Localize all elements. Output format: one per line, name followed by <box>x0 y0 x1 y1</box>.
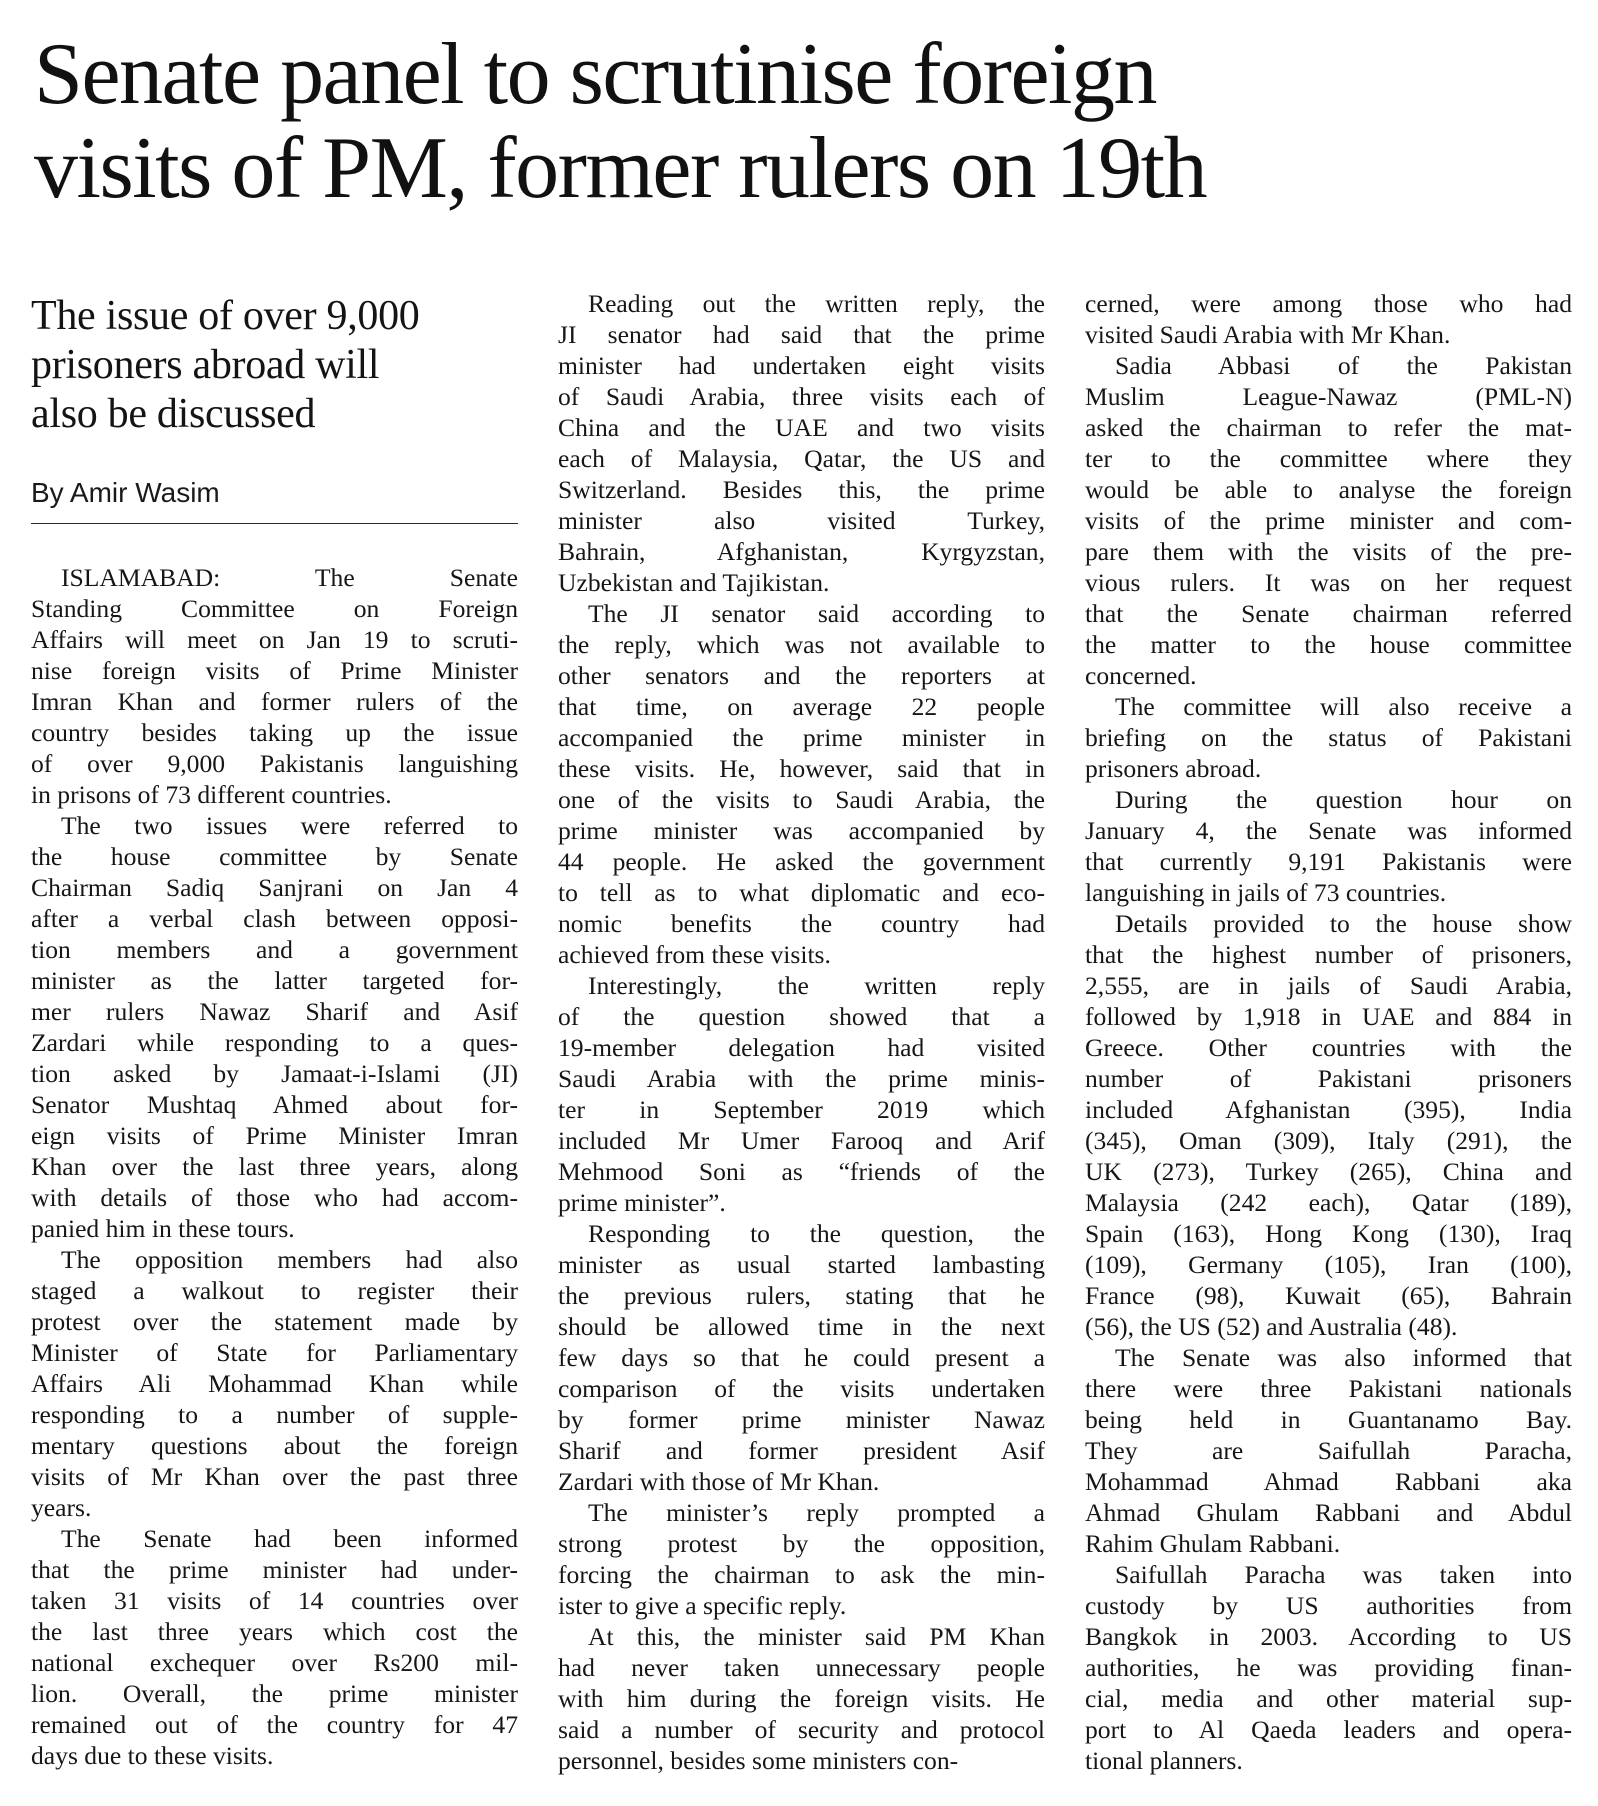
paragraph-line: (345), Oman (309), Italy (291), the <box>1085 1126 1572 1155</box>
paragraph-line: During the question hour on <box>1115 785 1572 814</box>
paragraph-line: The Senate had been informed <box>61 1524 518 1553</box>
article-paragraph <box>31 810 518 1244</box>
paragraph-line: concerned. <box>1085 661 1197 690</box>
paragraph-line: there were three Pakistani nationals <box>1085 1374 1572 1403</box>
paragraph-line: to tell as to what diplomatic and eco- <box>558 878 1045 907</box>
paragraph-line: Mohammad Ahmad Rabbani aka <box>1085 1467 1572 1496</box>
paragraph-line: the reply, which was not available to <box>558 630 1045 659</box>
paragraph-line: Zardari while responding to a ques- <box>31 1028 518 1057</box>
paragraph-line: Affairs will meet on Jan 19 to scruti- <box>31 625 518 654</box>
article-paragraph <box>1085 908 1572 1342</box>
paragraph-line: minister had undertaken eight visits <box>558 351 1045 380</box>
article-paragraph <box>1085 288 1572 350</box>
paragraph-line: nomic benefits the country had <box>558 909 1045 938</box>
paragraph-line: 2,555, are in jails of Saudi Arabia, <box>1085 971 1572 1000</box>
paragraph-line: years. <box>31 1493 92 1522</box>
paragraph-line: that the prime minister had under- <box>31 1555 518 1584</box>
paragraph-line: Spain (163), Hong Kong (130), Iraq <box>1085 1219 1572 1248</box>
paragraph-line: The minister’s reply prompted a <box>588 1498 1045 1527</box>
subheadline-line: The issue of over 9,000 <box>31 293 420 339</box>
paragraph-line: port to Al Qaeda leaders and opera- <box>1085 1715 1572 1744</box>
article-paragraph <box>558 288 1045 598</box>
paragraph-line: Senator Mushtaq Ahmed about for- <box>31 1090 518 1119</box>
paragraph-line: JI senator had said that the prime <box>558 320 1045 349</box>
article-column-2 <box>558 288 1045 1776</box>
paragraph-line: that time, on average 22 people <box>558 692 1045 721</box>
paragraph-line: prime minister was accompanied by <box>558 816 1045 845</box>
paragraph-line: Minister of State for Parliamentary <box>31 1338 518 1367</box>
paragraph-line: UK (273), Turkey (265), China and <box>1085 1157 1572 1186</box>
paragraph-line: Malaysia (242 each), Qatar (189), <box>1085 1188 1572 1217</box>
paragraph-line: nise foreign visits of Prime Minister <box>31 656 518 685</box>
paragraph-line: Chairman Sadiq Sanjrani on Jan 4 <box>31 873 518 902</box>
paragraph-line: lion. Overall, the prime minister <box>31 1679 518 1708</box>
paragraph-line: personnel, besides some ministers con- <box>558 1746 959 1775</box>
article-paragraph <box>1085 350 1572 691</box>
paragraph-line: briefing on the status of Pakistani <box>1085 723 1572 752</box>
paragraph-line: prime minister”. <box>558 1188 726 1217</box>
paragraph-line: At this, the minister said PM Khan <box>588 1622 1045 1651</box>
headline-line: Senate panel to scrutinise foreign <box>34 26 1156 123</box>
paragraph-line: Greece. Other countries with the <box>1085 1033 1572 1062</box>
paragraph-line: ISLAMABAD: The Senate <box>61 563 518 592</box>
paragraph-line: days due to these visits. <box>31 1741 274 1770</box>
paragraph-line: followed by 1,918 in UAE and 884 in <box>1085 1002 1572 1031</box>
paragraph-line: comparison of the visits undertaken <box>558 1374 1045 1403</box>
paragraph-line: number of Pakistani prisoners <box>1085 1064 1572 1093</box>
paragraph-line: of the question showed that a <box>558 1002 1045 1031</box>
paragraph-line: Responding to the question, the <box>588 1219 1045 1248</box>
article-paragraph <box>31 562 518 810</box>
paragraph-line: of over 9,000 Pakistanis languishing <box>31 749 518 778</box>
paragraph-line: that the Senate chairman referred <box>1085 599 1572 628</box>
paragraph-line: The two issues were referred to <box>61 811 518 840</box>
article-column-3 <box>1085 288 1572 1776</box>
paragraph-line: achieved from these visits. <box>558 940 831 969</box>
paragraph-line: that the highest number of prisoners, <box>1085 940 1572 969</box>
article-paragraph <box>558 1497 1045 1621</box>
article-paragraph <box>31 1523 518 1771</box>
paragraph-line: accompanied the prime minister in <box>558 723 1045 752</box>
paragraph-line: would be able to analyse the foreign <box>1085 475 1572 504</box>
paragraph-line: vious rulers. It was on her request <box>1085 568 1572 597</box>
subheadline-line: also be discussed <box>31 391 316 437</box>
article-paragraph <box>1085 1342 1572 1559</box>
paragraph-line: January 4, the Senate was informed <box>1085 816 1572 845</box>
paragraph-line: ter in September 2019 which <box>558 1095 1045 1124</box>
paragraph-line: France (98), Kuwait (65), Bahrain <box>1085 1281 1572 1310</box>
paragraph-line: (109), Germany (105), Iran (100), <box>1085 1250 1572 1279</box>
paragraph-line: Uzbekistan and Tajikistan. <box>558 568 830 597</box>
paragraph-line: taken 31 visits of 14 countries over <box>31 1586 518 1615</box>
paragraph-line: the last three years which cost the <box>31 1617 518 1646</box>
paragraph-line: ister to give a specific reply. <box>558 1591 847 1620</box>
paragraph-line: Standing Committee on Foreign <box>31 594 518 623</box>
paragraph-line: staged a walkout to register their <box>31 1276 518 1305</box>
paragraph-line: responding to a number of supple- <box>31 1400 518 1429</box>
paragraph-line: Affairs Ali Mohammad Khan while <box>31 1369 518 1398</box>
paragraph-line: tion members and a government <box>31 935 518 964</box>
paragraph-line: strong protest by the opposition, <box>558 1529 1045 1558</box>
paragraph-line: The Senate was also informed that <box>1115 1343 1572 1372</box>
paragraph-line: Interestingly, the written reply <box>588 971 1045 1000</box>
subheadline <box>31 292 518 439</box>
paragraph-line: mer rulers Nawaz Sharif and Asif <box>31 997 518 1026</box>
paragraph-line: Saifullah Paracha was taken into <box>1115 1560 1572 1589</box>
paragraph-line: country besides taking up the issue <box>31 718 518 747</box>
paragraph-line: tion asked by Jamaat-i-Islami (JI) <box>31 1059 518 1088</box>
paragraph-line: other senators and the reporters at <box>558 661 1045 690</box>
paragraph-line: Switzerland. Besides this, the prime <box>558 475 1045 504</box>
article-paragraph <box>31 1244 518 1523</box>
paragraph-line: 44 people. He asked the government <box>558 847 1045 876</box>
article-paragraph <box>558 970 1045 1218</box>
article-paragraph <box>558 1218 1045 1497</box>
paragraph-line: Mehmood Soni as “friends of the <box>558 1157 1045 1186</box>
paragraph-line: minister also visited Turkey, <box>558 506 1045 535</box>
paragraph-line: protest over the statement made by <box>31 1307 518 1336</box>
paragraph-line: visits of Mr Khan over the past three <box>31 1462 518 1491</box>
paragraph-line: Muslim League-Nawaz (PML-N) <box>1085 382 1572 411</box>
article-paragraph <box>558 1621 1045 1776</box>
paragraph-line: after a verbal clash between opposi- <box>31 904 518 933</box>
headline-line: visits of PM, former rulers on 19th <box>34 120 1207 217</box>
paragraph-line: remained out of the country for 47 <box>31 1710 518 1739</box>
paragraph-line: minister as usual started lambasting <box>558 1250 1045 1279</box>
paragraph-line: said a number of security and protocol <box>558 1715 1045 1744</box>
paragraph-line: each of Malaysia, Qatar, the US and <box>558 444 1045 473</box>
paragraph-line: (56), the US (52) and Australia (48). <box>1085 1312 1458 1341</box>
paragraph-line: The committee will also receive a <box>1115 692 1572 721</box>
paragraph-line: Bangkok in 2003. According to US <box>1085 1622 1572 1651</box>
article-paragraph <box>1085 1559 1572 1776</box>
paragraph-line: Sadia Abbasi of the Pakistan <box>1115 351 1572 380</box>
article-paragraph <box>558 598 1045 970</box>
article-column-1 <box>31 288 518 1771</box>
paragraph-line: mentary questions about the foreign <box>31 1431 518 1460</box>
article-paragraph <box>1085 784 1572 908</box>
paragraph-line: Rahim Ghulam Rabbani. <box>1085 1529 1341 1558</box>
paragraph-line: minister as the latter targeted for- <box>31 966 518 995</box>
paragraph-line: cial, media and other material sup- <box>1085 1684 1572 1713</box>
paragraph-line: forcing the chairman to ask the min- <box>558 1560 1045 1589</box>
paragraph-line: of Saudi Arabia, three visits each of <box>558 382 1045 411</box>
subheadline-line: prisoners abroad will <box>31 342 380 388</box>
paragraph-line: included Mr Umer Farooq and Arif <box>558 1126 1045 1155</box>
paragraph-line: 19-member delegation had visited <box>558 1033 1045 1062</box>
paragraph-line: ter to the committee where they <box>1085 444 1572 473</box>
paragraph-line: Zardari with those of Mr Khan. <box>558 1467 880 1496</box>
paragraph-line: Bahrain, Afghanistan, Kyrgyzstan, <box>558 537 1045 566</box>
paragraph-line: Khan over the last three years, along <box>31 1152 518 1181</box>
byline: By Amir Wasim <box>31 477 518 524</box>
paragraph-line: had never taken unnecessary people <box>558 1653 1045 1682</box>
paragraph-line: prisoners abroad. <box>1085 754 1262 783</box>
paragraph-line: being held in Guantanamo Bay. <box>1085 1405 1572 1434</box>
paragraph-line: custody by US authorities from <box>1085 1591 1572 1620</box>
paragraph-line: with him during the foreign visits. He <box>558 1684 1045 1713</box>
paragraph-line: the house committee by Senate <box>31 842 518 871</box>
paragraph-line: these visits. He, however, said that in <box>558 754 1045 783</box>
paragraph-line: Details provided to the house show <box>1115 909 1572 938</box>
paragraph-line: Ahmad Ghulam Rabbani and Abdul <box>1085 1498 1572 1527</box>
article-paragraph <box>1085 691 1572 784</box>
paragraph-line: the previous rulers, stating that he <box>558 1281 1045 1310</box>
paragraph-line: Sharif and former president Asif <box>558 1436 1045 1465</box>
paragraph-line: panied him in these tours. <box>31 1214 295 1243</box>
paragraph-line: authorities, he was providing finan- <box>1085 1653 1572 1682</box>
paragraph-line: by former prime minister Nawaz <box>558 1405 1045 1434</box>
paragraph-line: tional planners. <box>1085 1746 1243 1775</box>
paragraph-line: with details of those who had accom- <box>31 1183 518 1212</box>
paragraph-line: languishing in jails of 73 countries. <box>1085 878 1447 907</box>
paragraph-line: Imran Khan and former rulers of the <box>31 687 518 716</box>
paragraph-line: The opposition members had also <box>61 1245 518 1274</box>
paragraph-line: one of the visits to Saudi Arabia, the <box>558 785 1045 814</box>
paragraph-line: The JI senator said according to <box>588 599 1045 628</box>
paragraph-line: They are Saifullah Paracha, <box>1085 1436 1572 1465</box>
paragraph-line: visited Saudi Arabia with Mr Khan. <box>1085 320 1451 349</box>
headline <box>34 28 1574 216</box>
paragraph-line: that currently 9,191 Pakistanis were <box>1085 847 1572 876</box>
paragraph-line: eign visits of Prime Minister Imran <box>31 1121 518 1150</box>
paragraph-line: cerned, were among those who had <box>1085 289 1572 318</box>
column-1-body <box>31 562 518 1771</box>
paragraph-line: the matter to the house committee <box>1085 630 1572 659</box>
paragraph-line: asked the chairman to refer the mat- <box>1085 413 1572 442</box>
paragraph-line: pare them with the visits of the pre- <box>1085 537 1572 566</box>
paragraph-line: Saudi Arabia with the prime minis- <box>558 1064 1045 1093</box>
paragraph-line: few days so that he could present a <box>558 1343 1045 1372</box>
paragraph-line: in prisons of 73 different countries. <box>31 780 392 809</box>
paragraph-line: should be allowed time in the next <box>558 1312 1045 1341</box>
paragraph-line: Reading out the written reply, the <box>588 289 1045 318</box>
paragraph-line: included Afghanistan (395), India <box>1085 1095 1572 1124</box>
paragraph-line: China and the UAE and two visits <box>558 413 1045 442</box>
paragraph-line: national exchequer over Rs200 mil- <box>31 1648 518 1677</box>
paragraph-line: visits of the prime minister and com- <box>1085 506 1572 535</box>
